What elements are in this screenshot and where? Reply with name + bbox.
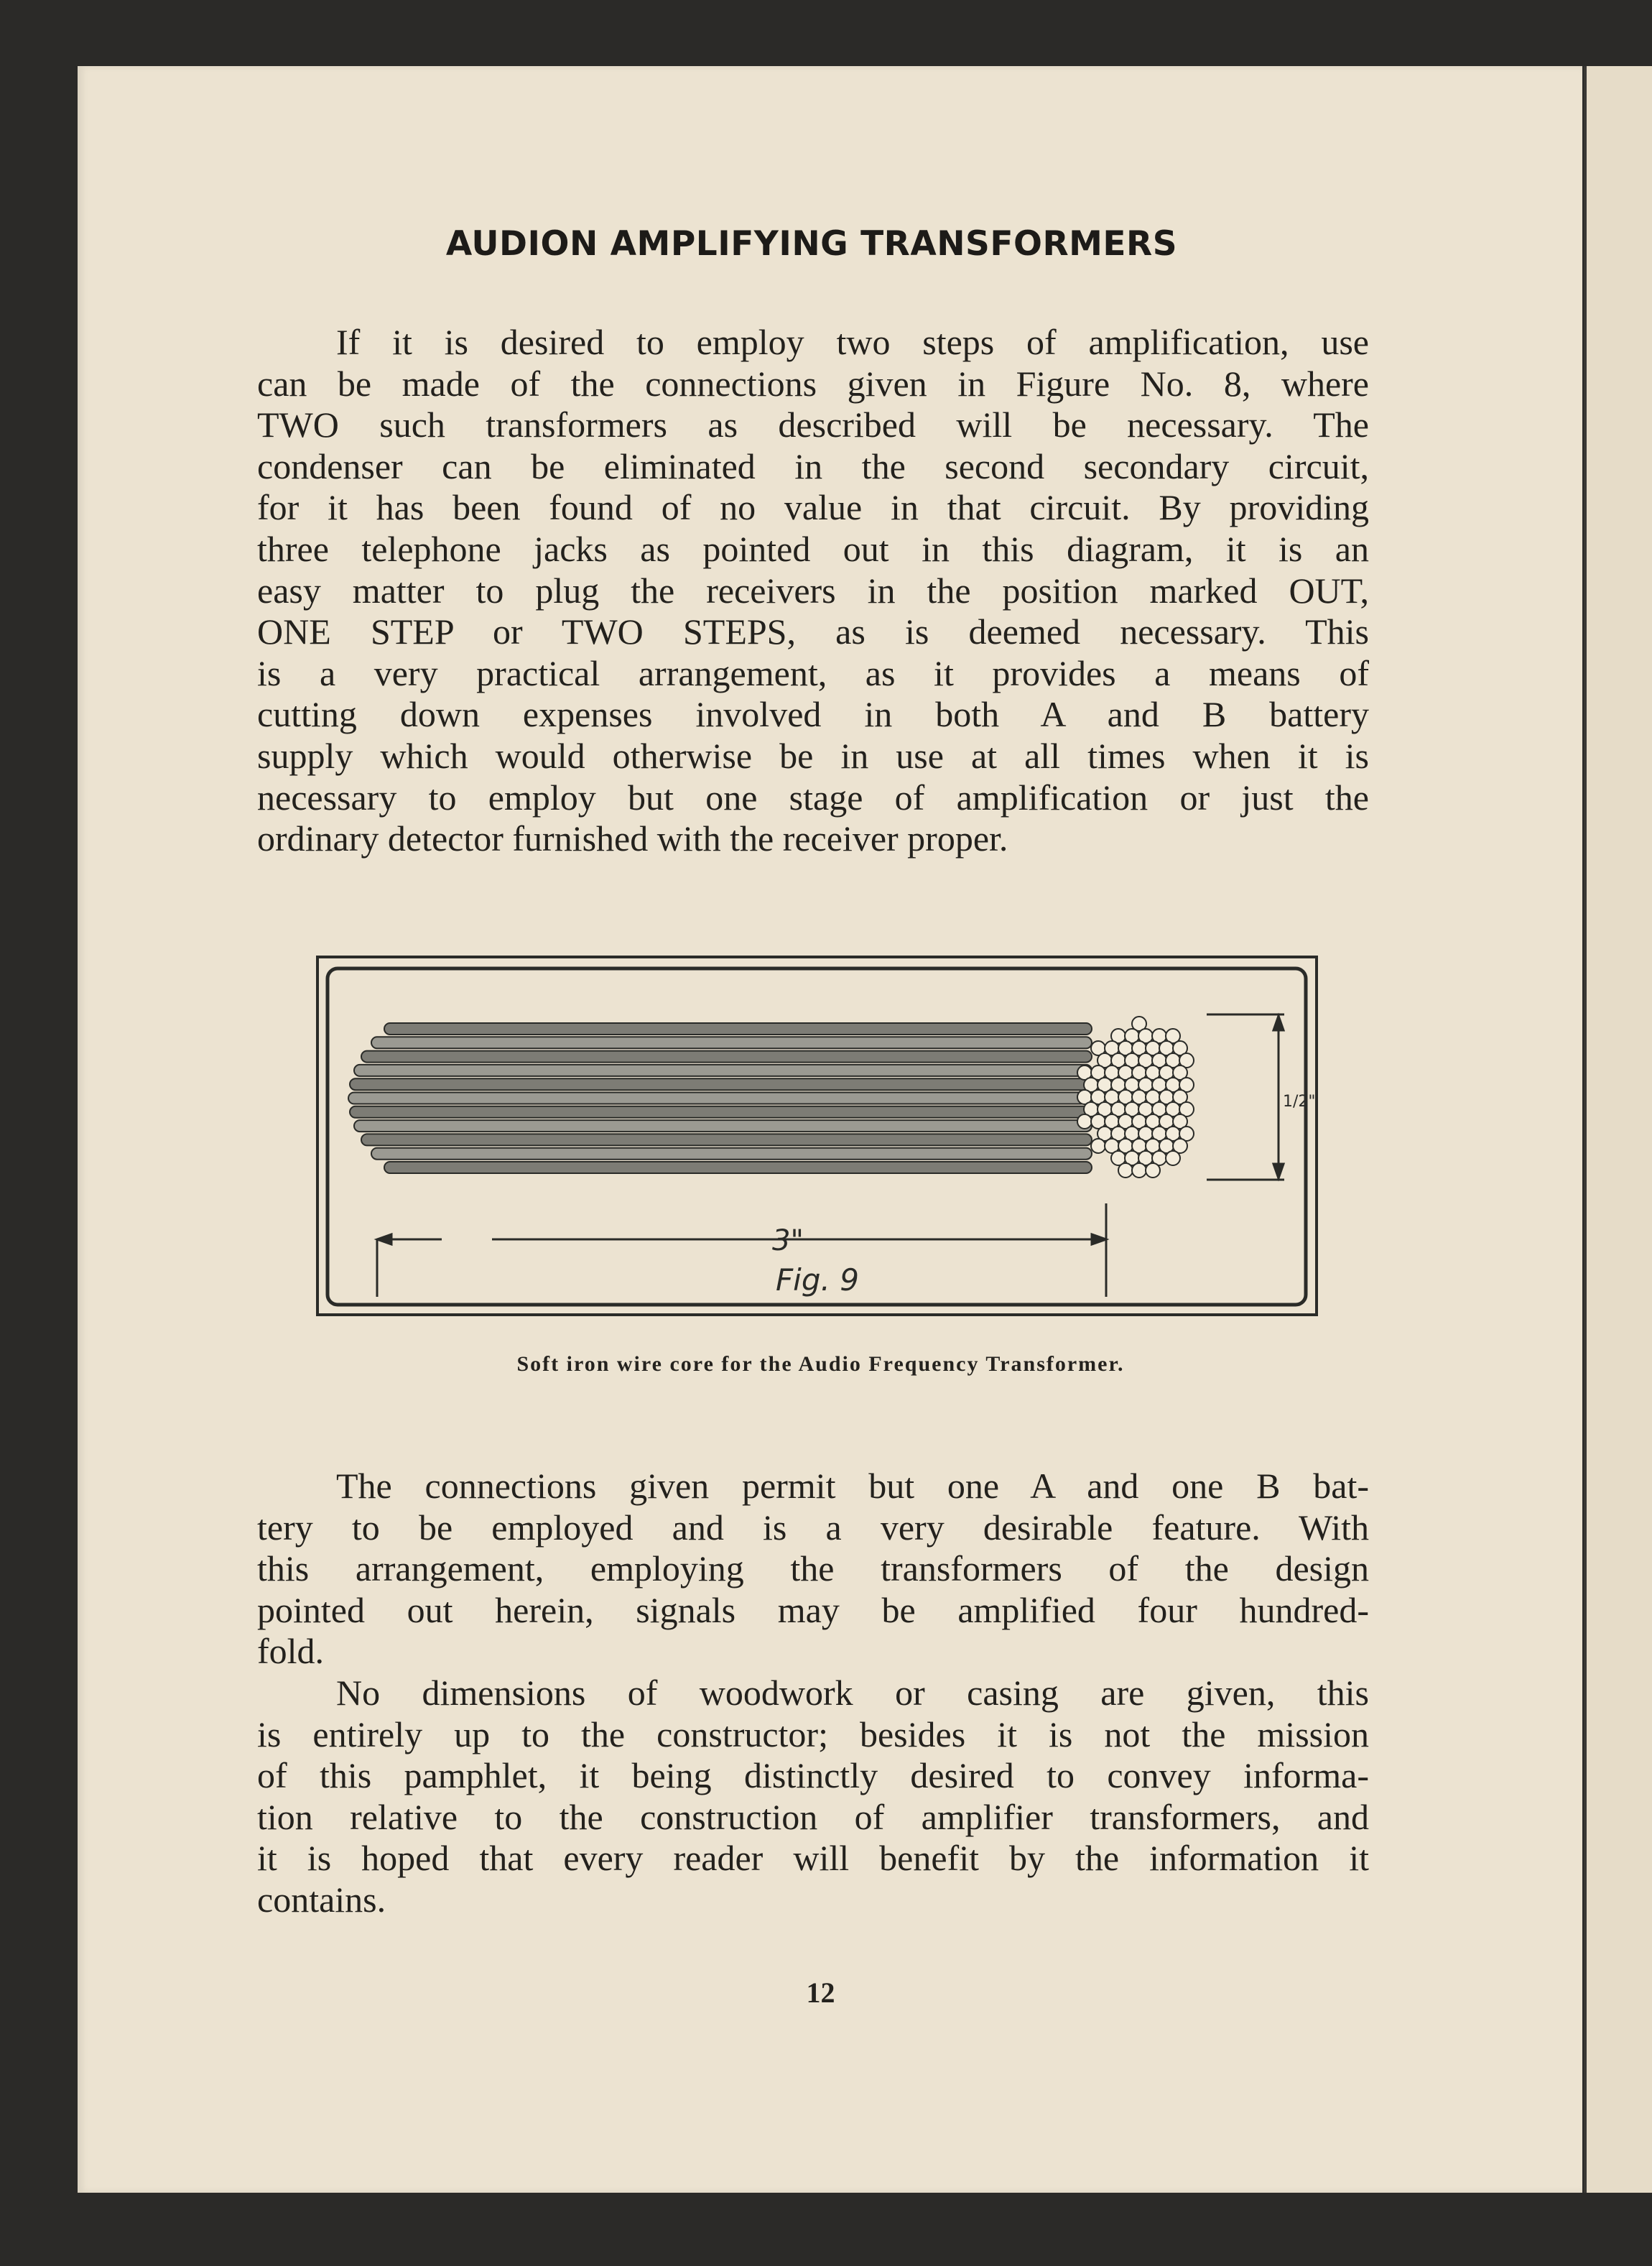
diameter-label: 1/2": [1283, 1093, 1316, 1111]
wire-end: [1091, 1139, 1105, 1153]
wire: [348, 1093, 1092, 1104]
wire-end: [1118, 1163, 1133, 1178]
paragraph-1: [257, 322, 1369, 860]
text-line: condenser can be eliminated in the second secondary circuit,: [257, 445, 1369, 486]
text-line: fold.: [257, 1631, 325, 1672]
fig-label: Fig. 9: [776, 1262, 859, 1298]
wire: [361, 1134, 1092, 1145]
wire-end: [1166, 1151, 1180, 1165]
wire-core-diagram: [316, 956, 1318, 1316]
wire: [371, 1148, 1092, 1160]
length-label: 3": [772, 1224, 804, 1257]
wire-end: [1077, 1114, 1092, 1129]
text-line: this arrangement, employing the transformers of the design: [257, 1548, 1369, 1589]
wire: [384, 1023, 1092, 1035]
paragraph-3: [257, 1673, 1369, 1921]
text-line: of this pamphlet, it being distinctly desired to convey informa-: [257, 1755, 1369, 1796]
text-line: cutting down expenses involved in both A and B battery: [257, 694, 1369, 735]
text-line: is a very practical arrangement, as it provides a means of: [257, 652, 1369, 693]
wire: [354, 1120, 1092, 1132]
text-line: necessary to employ but one stage of amplification or just the: [257, 777, 1369, 818]
text-line: is entirely up to the constructor; besides it is not the mission: [257, 1714, 1369, 1754]
text-line: The connections given permit but one A and one B bat-: [336, 1466, 1369, 1506]
text-line: easy matter to plug the receivers in the position marked OUT,: [257, 570, 1369, 611]
text-line: it is hoped that every reader will benefit by the information it: [257, 1838, 1369, 1879]
page-title: AUDION AMPLIFYING TRANSFORMERS: [445, 224, 1178, 264]
paragraph-2: [257, 1466, 1369, 1673]
text-line: supply which would otherwise be in use at all times when it is: [257, 735, 1369, 776]
wire-end: [1146, 1163, 1160, 1178]
text-line: can be made of the connections given in Figure No. 8, where: [257, 363, 1369, 404]
wire-end: [1132, 1163, 1146, 1178]
text-line: contains.: [257, 1879, 386, 1920]
text-line: for it has been found of no value in that circuit. By providing: [257, 487, 1369, 528]
page-number: 12: [806, 1976, 835, 2009]
wire: [371, 1037, 1092, 1048]
text-line: No dimensions of woodwork or casing are given, this: [336, 1673, 1369, 1713]
wire: [384, 1162, 1092, 1173]
text-line: three telephone jacks as pointed out in this diagram, it is an: [257, 528, 1369, 569]
wire-bundle: [348, 1023, 1092, 1173]
text-line: If it is desired to employ two steps of amplification, use: [336, 322, 1369, 362]
wire: [350, 1106, 1092, 1118]
wire: [361, 1051, 1092, 1063]
figure-9: [316, 956, 1318, 1316]
text-line: tion relative to the construction of amplifier transformers, and: [257, 1796, 1369, 1837]
text-line: ONE STEP or TWO STEPS, as is deemed necessary. This: [257, 611, 1369, 652]
facing-page-edge: [1584, 66, 1652, 2193]
text-line: ordinary detector furnished with the receiver proper.: [257, 818, 1008, 859]
figure-caption: Soft iron wire core for the Audio Frequency Transformer.: [516, 1352, 1125, 1376]
text-line: TWO such transformers as described will be necessary. The: [257, 404, 1369, 445]
text-line: tery to be employed and is a very desirable feature. With: [257, 1507, 1369, 1548]
wire-ends: [1077, 1017, 1194, 1178]
wire: [350, 1078, 1092, 1090]
text-line: pointed out herein, signals may be amplified four hundred-: [257, 1589, 1369, 1630]
wire: [354, 1065, 1092, 1076]
